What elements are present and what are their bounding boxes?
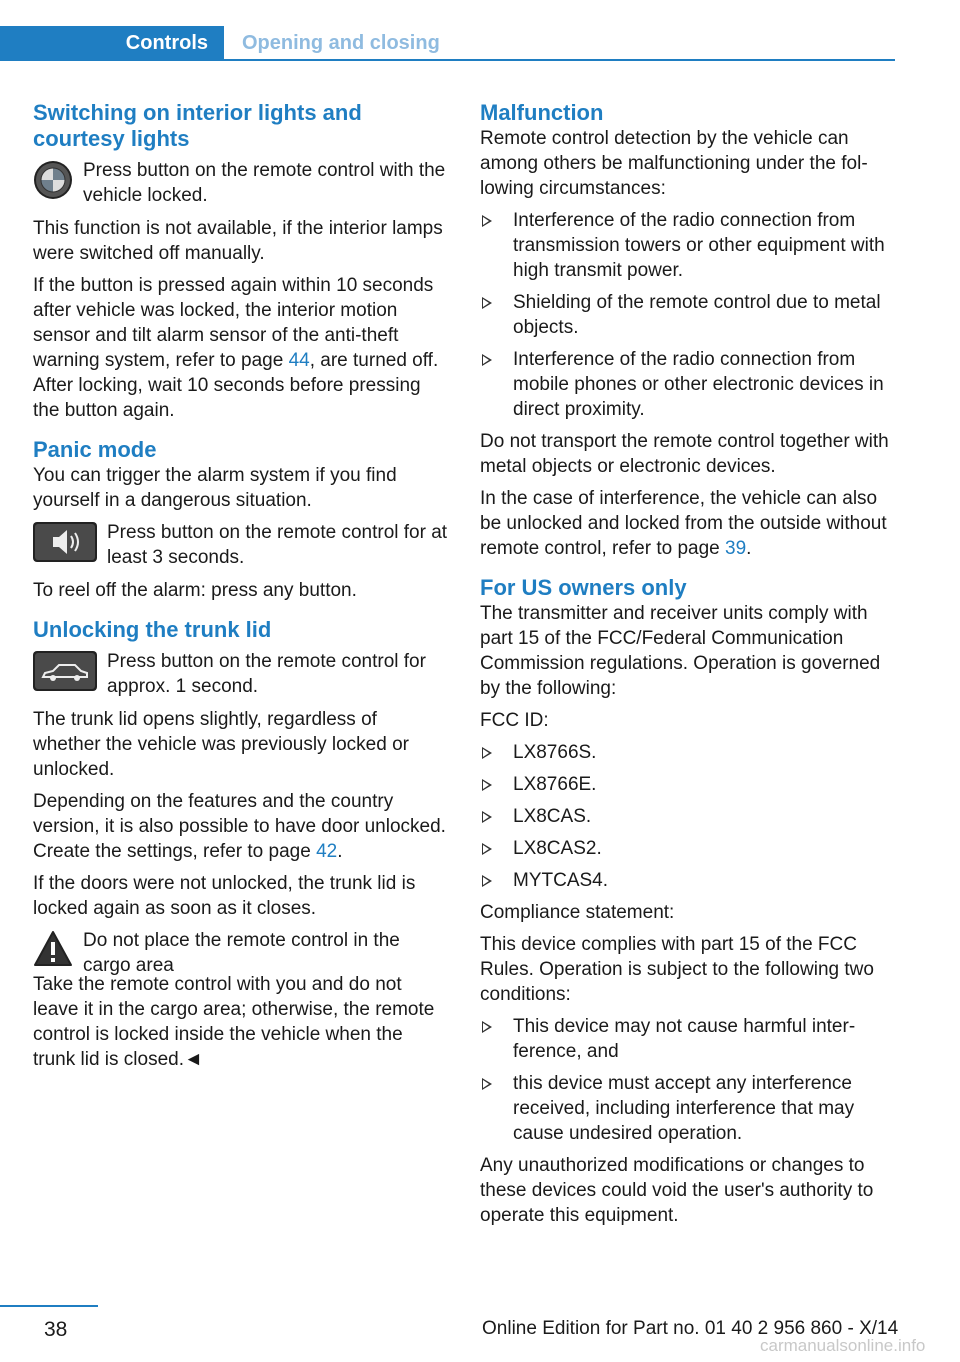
car-trunk-button-icon: [33, 651, 97, 698]
speaker-button-icon: [33, 522, 97, 569]
paragraph: Remote control detection by the vehicle can among others be malfunctioning under the following circumstances:: [480, 128, 868, 199]
conditions-list: [480, 1014, 896, 1146]
section-title-panic-mode: Panic mode: [33, 437, 157, 462]
paragraph: If the button is pressed again within 10 seconds after vehicle was locked, the interior motion sensor and tilt alarm sensor of the anti-theft warning system, refer to page 44, are turned off. After locking, wait 10 seconds before pressing the button again.: [33, 275, 439, 421]
warning-triangle-icon: [33, 930, 73, 975]
section-title-trunk-lid: Unlocking the trunk lid: [33, 617, 272, 642]
section-title-malfunction: Malfunction: [480, 100, 604, 125]
edition-text: Online Edition for Part no. 01 40 2 956 860 - X/14: [482, 1318, 899, 1339]
triangle-bullet-icon: [482, 297, 492, 309]
list-item: LX8CAS.: [480, 804, 896, 829]
list-item: Interference of the radio connection from mobile phones or other electronic devices in direct proximity.: [480, 347, 896, 422]
list-item: This device may not cause harmful interference, and: [480, 1014, 896, 1064]
paragraph: This device complies with part 15 of the FCC Rules. Operation is subject to the following two conditions:: [480, 934, 874, 1005]
page-number: 38: [44, 1318, 68, 1341]
trunk-lid-instruction-text: Press button on the remote control for approx. 1 second.: [107, 651, 426, 697]
right-column: [480, 100, 896, 1235]
triangle-bullet-icon: [482, 843, 492, 855]
list-item: LX8CAS2.: [480, 836, 896, 861]
paragraph: The trunk lid opens slightly, regardless of whether the vehicle was previously locked or unlocked.: [33, 709, 409, 780]
paragraph: Depending on the features and the country version, it is also possible to have door unlocked. Create the settings, refer to page 42.: [33, 791, 446, 862]
panic-mode-instruction-text: Press button on the remote control for at least 3 seconds.: [107, 522, 448, 568]
paragraph: If the doors were not unlocked, the trunk lid is locked again as soon as it closes.: [33, 873, 416, 919]
triangle-bullet-icon: [482, 354, 492, 366]
triangle-bullet-icon: [482, 811, 492, 823]
triangle-bullet-icon: [482, 1078, 492, 1090]
paragraph: FCC ID:: [480, 710, 549, 731]
triangle-bullet-icon: [482, 1021, 492, 1033]
page-link-39[interactable]: 39: [725, 538, 747, 559]
triangle-bullet-icon: [482, 779, 492, 791]
page-link-44[interactable]: 44: [288, 350, 310, 371]
page-header: [0, 0, 895, 61]
triangle-bullet-icon: [482, 215, 492, 227]
paragraph: In the case of interference, the vehicle can also be unlocked and locked from the outside without remote control, refer to page 39.: [480, 488, 887, 559]
warning-heading: Do not place the remote control in the cargo area: [83, 930, 400, 976]
warning-paragraph: Take the remote control with you and do not leave it in the cargo area; otherwise, the remote control is locked inside the vehicle when the trunk lid is closed.◄: [33, 974, 435, 1070]
list-item: Interference of the radio connection from transmission towers or other equipment with high transmit power.: [480, 208, 896, 283]
triangle-bullet-icon: [482, 875, 492, 887]
footer-rule: [0, 1305, 98, 1307]
bmw-logo-button-icon: [33, 160, 73, 207]
paragraph: Compliance statement:: [480, 902, 675, 923]
interior-lights-instruction-text: Press button on the remote control with the vehicle locked.: [83, 160, 446, 206]
paragraph: You can trigger the alarm system if you find yourself in a dangerous situation.: [33, 465, 397, 511]
list-item: LX8766E.: [480, 772, 896, 797]
interior-lights-instruction: [33, 158, 449, 208]
paragraph: Any unauthorized modifications or changes to these devices could void the user's authority to operate this equipment.: [480, 1155, 874, 1226]
left-column: [33, 100, 449, 1079]
page-link-42[interactable]: 42: [316, 841, 338, 862]
list-item: MYTCAS4.: [480, 868, 896, 893]
paragraph: To reel off the alarm: press any button.: [33, 580, 357, 601]
list-item: Shielding of the remote control due to metal objects.: [480, 290, 896, 340]
paragraph: Do not transport the remote control together with metal objects or electronic devices.: [480, 431, 889, 477]
list-item: this device must accept any interference received, including interference that may cause undesired operation.: [480, 1071, 896, 1146]
tab-opening-and-closing[interactable]: Opening and closing: [242, 32, 440, 54]
trunk-lid-instruction: [33, 649, 449, 699]
triangle-bullet-icon: [482, 747, 492, 759]
paragraph: This function is not available, if the interior lamps were switched off manually.: [33, 218, 443, 264]
panic-mode-instruction: [33, 520, 449, 570]
section-title-us-owners: For US owners only: [480, 575, 687, 600]
section-title-interior-lights: Switching on interior lights and courtesy lights: [33, 100, 362, 151]
malfunction-list: [480, 208, 896, 422]
paragraph: The transmitter and receiver units comply with part 15 of the FCC/Federal Communication Commission regulations. Operation is governed by the following:: [480, 603, 881, 699]
watermark: carmanualsonline.info: [760, 1336, 926, 1355]
header-rule: [0, 59, 895, 61]
list-item: LX8766S.: [480, 740, 896, 765]
fcc-id-list: [480, 740, 896, 893]
tab-controls[interactable]: Controls: [0, 26, 224, 61]
warning-note: [33, 928, 449, 978]
